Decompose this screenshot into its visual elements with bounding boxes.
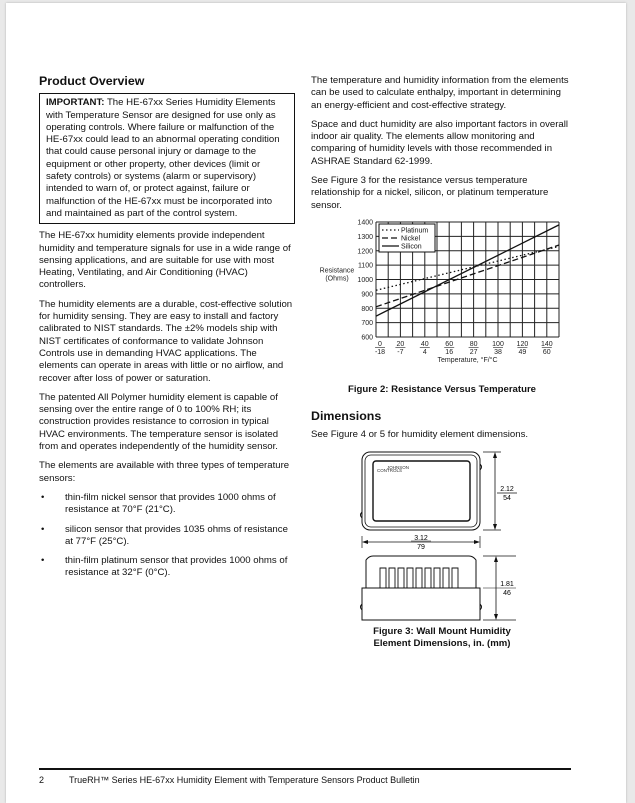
svg-text:1000: 1000 (357, 276, 373, 284)
svg-text:4: 4 (422, 348, 427, 356)
svg-text:27: 27 (469, 348, 478, 356)
svg-text:38: 38 (494, 348, 502, 356)
paragraph: See Figure 4 or 5 for humidity element dimensions. (311, 428, 529, 440)
svg-text:120: 120 (516, 340, 529, 348)
svg-text:700: 700 (361, 320, 373, 328)
section-heading-product-overview: Product Overview (39, 74, 145, 88)
paragraph: The patented All Polymer humidity element is capable of sensing over the entire range of 0 to 100% RH; its construction provides resistance to corrosion in typical HVAC environments. The temperature sensor is isolated from and operates independently of the humidity sensor. (39, 391, 279, 453)
document-page (6, 3, 626, 803)
svg-text:(Ohms): (Ohms) (325, 275, 349, 283)
svg-text:800: 800 (361, 305, 373, 313)
paragraph: The elements are available with three types of temperature sensors: (39, 460, 290, 484)
svg-text:Platinum: Platinum (401, 227, 429, 235)
left-column (39, 75, 295, 587)
paragraph: The temperature and humidity information from the elements can be used to calculate enthalpy, important in determining an energy-efficient and cost-effective strategy. (311, 75, 569, 111)
svg-text:0: 0 (378, 340, 382, 348)
svg-text:900: 900 (361, 291, 373, 299)
sensor-types-list (39, 492, 295, 580)
svg-text:40: 40 (420, 340, 429, 348)
depth-inches: 1.81 (500, 580, 514, 588)
svg-text:600: 600 (361, 334, 373, 342)
svg-text:140: 140 (540, 340, 553, 348)
important-text: The HE-67xx Series Humidity Elements with Temperature Sensor are designed for use only as operating controls. Where failure or malfunction of the HE-67xx could lead to an abnormal operating condition that could cause personal injury or damage to the equipment or other property, other devices (limit or safety controls) or systems (alarm or supervisory) intended to warn of, or protect against, failure or malfunction of the HE-67xx must be incorporated into and maintained as part of the control system. (46, 97, 280, 219)
page-footer (39, 775, 420, 785)
chart-svg (311, 214, 573, 386)
width-mm: 79 (417, 543, 425, 551)
paragraph: The humidity elements are a durable, cost-effective solution for humidity sensing. They are easy to install and factory calibrated to NIST standards. The ±2% models ship with NIST certificates of conformance to validate Johnson Controls use in demanding HVAC applications. The elements can operate in areas with little or no airflow, and recover after loss of power or saturation. (39, 298, 293, 384)
page-number: 2 (39, 775, 45, 785)
figure-2-caption: Figure 2: Resistance Versus Temperature (347, 383, 537, 395)
footer-title: TrueRH™ Series HE-67xx Humidity Element with Temperature Sensors Product Bulletin (69, 775, 420, 785)
svg-text:1400: 1400 (357, 219, 373, 227)
svg-text:16: 16 (445, 348, 454, 356)
height-mm: 54 (503, 494, 511, 502)
important-label: IMPORTANT: (46, 97, 105, 109)
section-heading-dimensions: Dimensions (311, 409, 382, 424)
important-notice-box (39, 93, 295, 224)
figure-3-caption-line2: Element Dimensions, in. (mm) (373, 638, 511, 650)
svg-text:Resistance: Resistance (319, 267, 355, 275)
list-item: • thin-film nickel sensor that provides 1000 ohms of resistance at 70°F (21°C). (39, 492, 295, 517)
svg-text:-18: -18 (374, 348, 386, 356)
resistance-vs-temperature-chart (311, 214, 573, 386)
svg-text:Temperature, °F/°C: Temperature, °F/°C (437, 356, 498, 364)
svg-text:1100: 1100 (357, 262, 373, 270)
svg-text:1200: 1200 (357, 248, 373, 256)
svg-text:1300: 1300 (357, 233, 373, 241)
list-item: • thin-film platinum sensor that provides 1000 ohms of resistance at 32°F (0°C). (39, 555, 295, 580)
svg-text:49: 49 (518, 348, 527, 356)
logo-text-top: JOHNSON (387, 464, 410, 470)
wall-mount-dimension-drawing (311, 448, 573, 658)
paragraph: Space and duct humidity are also important factors in overall indoor air quality. The elements allow monitoring and comparing of humidity levels with those recommended in ASHRAE Standard 62-1999. (311, 118, 569, 167)
svg-text:20: 20 (396, 340, 405, 348)
depth-mm: 46 (503, 589, 511, 597)
height-inches: 2.12 (500, 485, 514, 493)
figure-3-caption (311, 626, 573, 651)
svg-text:60: 60 (445, 340, 454, 348)
svg-text:100: 100 (492, 340, 504, 348)
series-line-nickel (376, 245, 559, 307)
svg-text:Silicon: Silicon (401, 243, 422, 251)
footer-divider (39, 768, 571, 770)
width-inches: 3.12 (414, 534, 428, 542)
chart-axes (320, 219, 553, 364)
paragraph: The HE-67xx humidity elements provide independent humidity and temperature signals for use in a wide range of sensing applications, and are suitable for use with most Heating, Ventilating, and Air Conditioning (HVAC) controllers. (39, 230, 291, 291)
list-item: • silicon sensor that provides 1035 ohms of resistance at 77°F (25°C). (39, 524, 295, 549)
svg-text:-7: -7 (397, 348, 404, 356)
logo-text-bottom: CONTROLS (377, 467, 403, 473)
svg-text:60: 60 (542, 348, 551, 356)
svg-text:Nickel: Nickel (401, 235, 421, 243)
chart-legend (379, 224, 435, 252)
paragraph: See Figure 3 for the resistance versus temperature relationship for a nickel, silicon, or platinum temperature sensor. (311, 175, 549, 211)
figure-3-caption-line1: Figure 3: Wall Mount Humidity (373, 625, 511, 637)
series-line-platinum (376, 246, 559, 290)
right-column (311, 75, 573, 658)
svg-text:80: 80 (469, 340, 478, 348)
